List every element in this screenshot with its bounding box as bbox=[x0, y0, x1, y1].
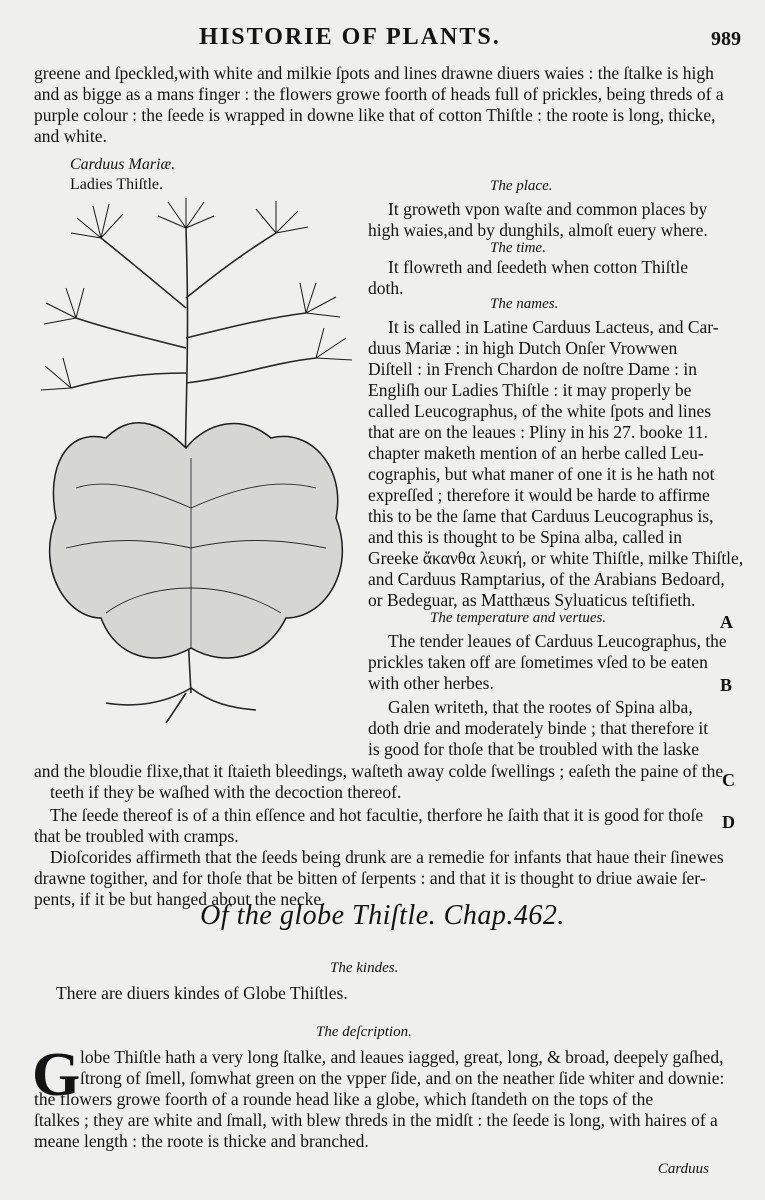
paragraph-line: and the bloudie flixe,that it ſtaieth bleedings, waſteth away colde ſwellings ; eaſeth the paine of the bbox=[34, 761, 724, 781]
paragraph-line: this to be the ſame that Carduus Leucographus is, bbox=[368, 506, 714, 526]
paragraph-line: Engliſh our Ladies Thiſtle : it may properly be bbox=[368, 380, 692, 400]
margin-letter-a: A bbox=[720, 612, 733, 632]
paragraph-line: and this is thought to be Spina alba, called in bbox=[368, 527, 682, 547]
paragraph-line: with other herbes. bbox=[368, 673, 494, 693]
paragraph-line: purple colour : the ſeede is wrapped in downe like that of cotton Thiſtle : the roote is long, thicke, bbox=[34, 105, 716, 125]
margin-letter-b: B bbox=[720, 675, 733, 695]
paragraph-line: that are on the leaues : Pliny in his 27. booke 11. bbox=[368, 422, 709, 442]
thistle-illustration bbox=[26, 188, 366, 723]
paragraph-line: doth drie and moderately binde ; that therefore it bbox=[368, 718, 709, 738]
paragraph-line: prickles taken off are ſometimes vſed to be eaten bbox=[368, 652, 708, 672]
paragraph-line: doth. bbox=[368, 278, 404, 298]
paragraph-line: teeth if they be waſhed with the decoction thereof. bbox=[50, 782, 402, 802]
section-heading-place: The place. bbox=[490, 178, 553, 194]
paragraph-line: ſtrong of ſmell, ſomwhat green on the vpper ſide, and on the neather ſide whiter and downie: bbox=[80, 1068, 725, 1088]
section-heading-temperature: The temperature and vertues. bbox=[430, 610, 607, 626]
paragraph-line: ſtalkes ; they are white and ſmall, with blew threds in the midſt : the ſeede is long, with haires of a bbox=[34, 1110, 718, 1130]
paragraph-line: Diſtell : in French Chardon de noſtre Dame : in bbox=[368, 359, 698, 379]
paragraph-line: The tender leaues of Carduus Leucographus, the bbox=[388, 631, 727, 651]
paragraph-line: lobe Thiſtle hath a very long ſtalke, and leaues iagged, great, long, & broad, deepely gaſhed, bbox=[80, 1047, 724, 1067]
paragraph-line: drawne togither, and for thoſe that be bitten of ſerpents : and that it is thought to driue awaie ſer- bbox=[34, 868, 706, 888]
paragraph-line: Dioſcorides affirmeth that the ſeeds being drunk are a remedie for infants that haue their ſinewes bbox=[50, 847, 724, 867]
paragraph-line: It flowreth and ſeedeth when cotton Thiſtle bbox=[388, 257, 689, 277]
margin-letter-c: C bbox=[722, 770, 735, 790]
paragraph-line: expreſſed ; therefore it would be harde to affirme bbox=[368, 485, 710, 505]
paragraph-line: and as bigge as a mans finger : the flowers growe foorth of heads full of prickles, being threds of a bbox=[34, 84, 724, 104]
paragraph-line: Greeke ἄκανθα λευκή, or white Thiſtle, milke Thiſtle, bbox=[368, 548, 744, 568]
catchword: Carduus bbox=[657, 1161, 709, 1177]
paragraph-line: The ſeede thereof is of a thin eſſence and hot facultie, therfore he ſaith that it is good for thoſe bbox=[50, 805, 704, 825]
paragraph-line: pents, if it be but hanged about the necke. bbox=[34, 889, 326, 909]
paragraph-line: meane length : the roote is thicke and branched. bbox=[34, 1131, 369, 1151]
paragraph-line: It is called in Latine Carduus Lacteus, and Car- bbox=[388, 317, 719, 337]
paragraph-line: is good for thoſe that be troubled with the laske bbox=[368, 739, 699, 759]
paragraph-line: called Leucographus, of the white ſpots and lines bbox=[368, 401, 712, 421]
paragraph-line: cographis, but what maner of one it is he hath not bbox=[368, 464, 715, 484]
section-heading-names: The names. bbox=[490, 296, 559, 312]
figure-caption-latin: Carduus Mariæ. bbox=[70, 156, 176, 173]
paragraph-line: greene and ſpeckled,with white and milkie ſpots and lines drawne diuers waies : the ſtalke is high bbox=[34, 63, 714, 83]
paragraph-line: and white. bbox=[34, 126, 107, 146]
section-heading-kinds: The kindes. bbox=[330, 960, 399, 976]
drop-cap: G bbox=[32, 1041, 81, 1109]
page-number: 989 bbox=[711, 28, 741, 50]
running-title: HISTORIE OF PLANTS. bbox=[199, 24, 501, 50]
paragraph-line: or Bedeguar, as Matthæus Syluaticus teſtifieth. bbox=[368, 590, 696, 610]
margin-letter-d: D bbox=[722, 812, 735, 832]
figure-caption-english: Ladies Thiſtle. bbox=[70, 176, 164, 193]
paragraph-line: chapter maketh mention of an herbe called Leu- bbox=[368, 443, 704, 463]
chapter-title: Of the globe Thiſtle. Chap.462. bbox=[200, 900, 565, 931]
section-heading-description: The deſcription. bbox=[316, 1024, 412, 1040]
section-heading-time: The time. bbox=[490, 240, 546, 256]
paragraph-line: It groweth vpon waſte and common places by bbox=[388, 199, 708, 219]
paragraph-line: the flowers growe foorth of a rounde head like a globe, which ſtandeth on the tops of the bbox=[34, 1089, 654, 1109]
paragraph-line: that be troubled with cramps. bbox=[34, 826, 239, 846]
paragraph-line: duus Mariæ : in high Dutch Onſer Vrowwen bbox=[368, 338, 678, 358]
paragraph-line: There are diuers kindes of Globe Thiſtles. bbox=[56, 983, 348, 1003]
paragraph-line: Galen writeth, that the rootes of Spina alba, bbox=[388, 697, 693, 717]
paragraph-line: and Carduus Ramptarius, of the Arabians Bedoard, bbox=[368, 569, 725, 589]
paragraph-line: high waies,and by dunghils, almoſt euery where. bbox=[368, 220, 708, 240]
